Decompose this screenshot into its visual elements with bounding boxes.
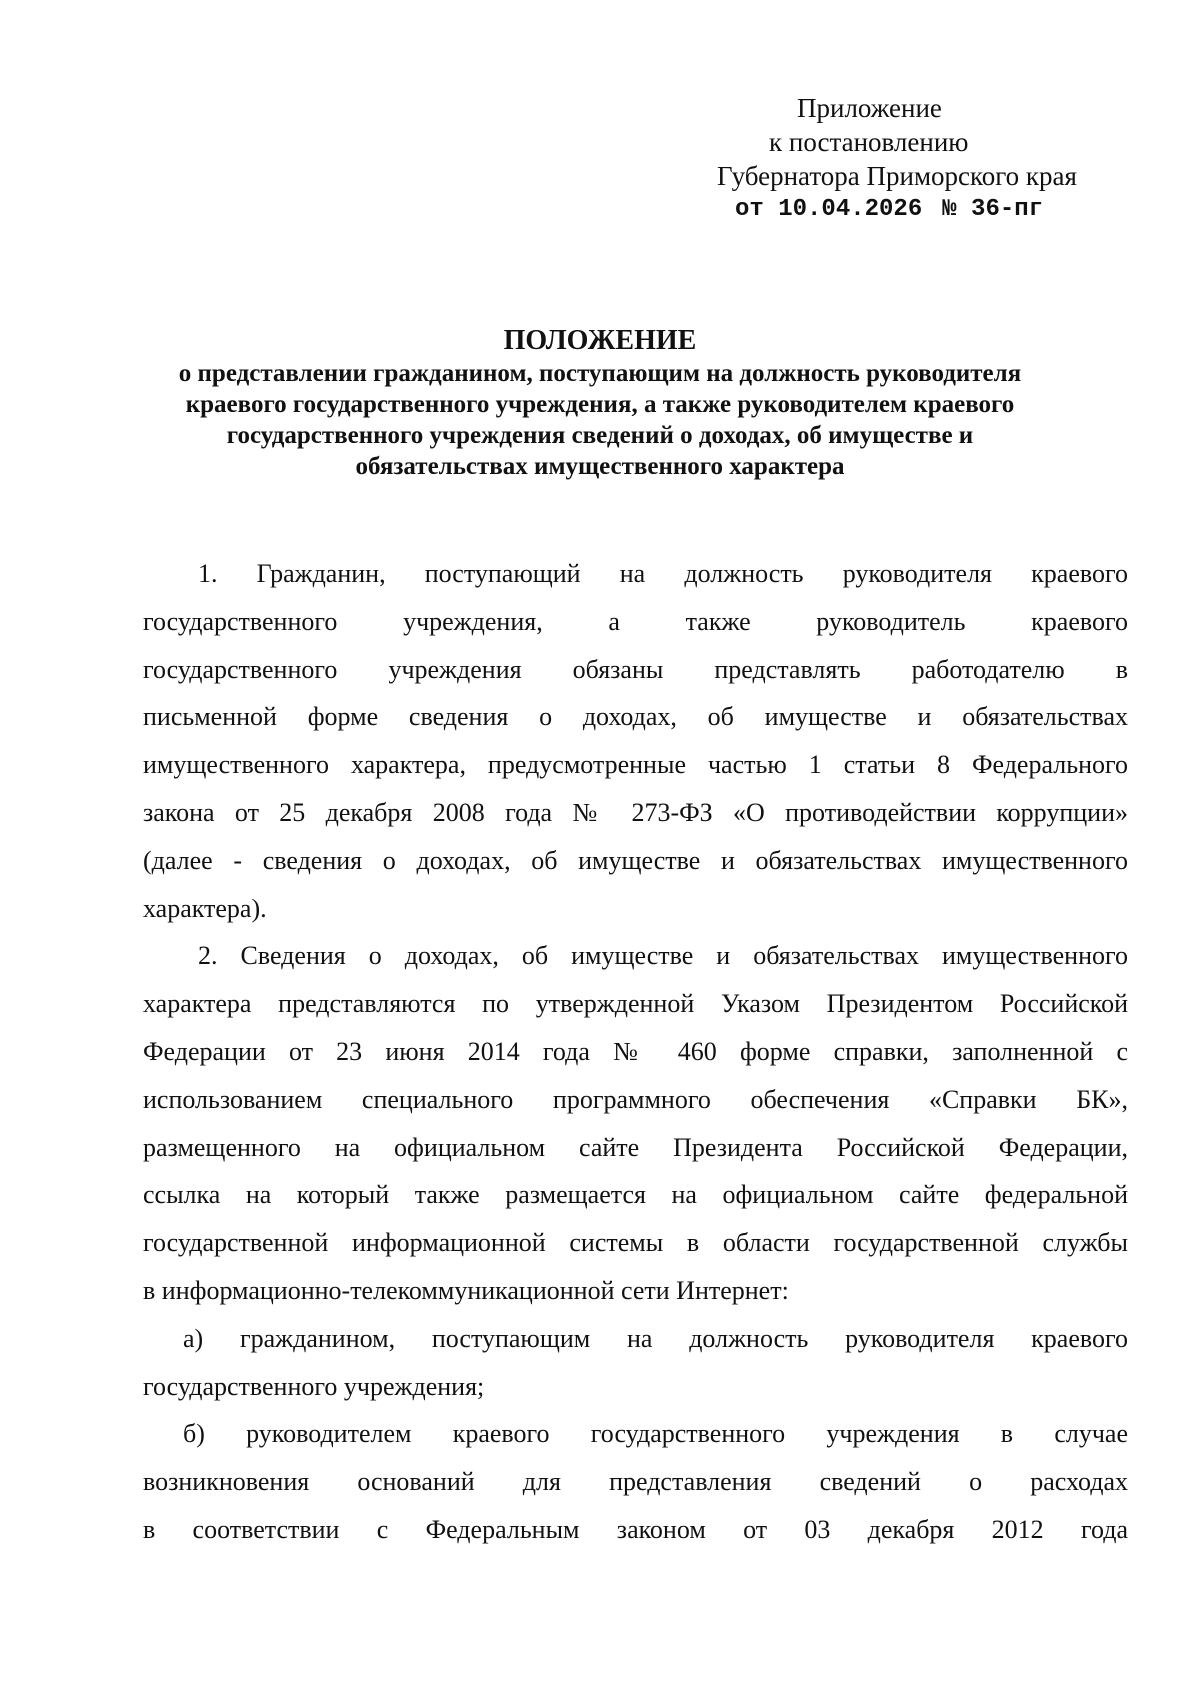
paragraph-2b — [143, 1410, 1128, 1553]
document-subtitle — [120, 358, 1080, 482]
text-line: характера представляются по утвержденной Указом Президентом Российской — [143, 989, 1128, 1019]
subtitle-line: краевого государственного учреждения, а также руководителем краевого — [185, 391, 1015, 418]
registration-stamp — [735, 196, 1043, 224]
paragraph-2 — [143, 932, 1128, 1314]
appendix-label: Приложение — [797, 93, 942, 123]
text-line: б) руководителем краевого государственного учреждения в случае — [183, 1419, 1128, 1449]
document-body — [143, 550, 1128, 1554]
text-line: Федерации от 23 июня 2014 года № 460 форме справки, заполненной с — [143, 1036, 1128, 1066]
subtitle-line: обязательствах имущественного характера — [355, 453, 845, 480]
text-line: 1. Гражданин, поступающий на должность руководителя краевого — [198, 559, 1128, 588]
text-line: в информационно-телекоммуникационной сети Интернет: — [143, 1275, 789, 1305]
document-title-block — [120, 324, 1080, 482]
text-line: имущественного характера, предусмотренные частью 1 статьи 8 Федерального — [143, 750, 1128, 780]
text-line: письменной форме сведения о доходах, об имуществе и обязательствах — [143, 702, 1128, 732]
text-line: использованием специального программного обеспечения «Справки БК», — [143, 1084, 1128, 1114]
subtitle-line: государственного учреждения сведений о доходах, об имуществе и — [226, 422, 974, 449]
text-line: характера). — [143, 893, 267, 923]
appendix-issuer: Губернатора Приморского края — [717, 161, 1077, 191]
text-line: 2. Сведения о доходах, об имуществе и обязательствах имущественного — [198, 941, 1128, 971]
text-line: государственной информационной системы в области государственной службы — [143, 1228, 1128, 1258]
text-line: ссылка на который также размещается на официальном сайте федеральной — [143, 1180, 1128, 1210]
text-line: государственного учреждения; — [143, 1371, 485, 1401]
stamp-date: от 10.04.2026 — [735, 196, 923, 223]
text-line: возникновения оснований для представления сведений о расходах — [143, 1467, 1128, 1497]
text-line: государственного учреждения, а также руководитель краевого — [143, 606, 1128, 636]
text-line: государственного учреждения обязаны представлять работодателю в — [143, 654, 1128, 684]
paragraph-2a — [143, 1315, 1128, 1411]
appendix-header — [0, 0, 1200, 240]
text-line: размещенного на официальном сайте Президента Российской Федерации, — [143, 1132, 1128, 1162]
text-line: закона от 25 декабря 2008 года № 273-ФЗ «О противодействии коррупции» — [143, 797, 1128, 827]
stamp-number: № 36-пг — [942, 196, 1044, 223]
text-line: (далее - сведения о доходах, об имуществе и обязательствах имущественного — [143, 845, 1128, 875]
subtitle-line: о представлении гражданином, поступающим на должность руководителя — [178, 360, 1022, 387]
text-line: а) гражданином, поступающим на должность руководителя краевого — [183, 1323, 1128, 1353]
appendix-reference: к постановлению — [769, 127, 969, 157]
paragraph-1 — [143, 550, 1128, 932]
text-line: в соответствии с Федеральным законом от 03 декабря 2012 года — [143, 1514, 1128, 1544]
document-title: ПОЛОЖЕНИЕ — [503, 325, 697, 356]
